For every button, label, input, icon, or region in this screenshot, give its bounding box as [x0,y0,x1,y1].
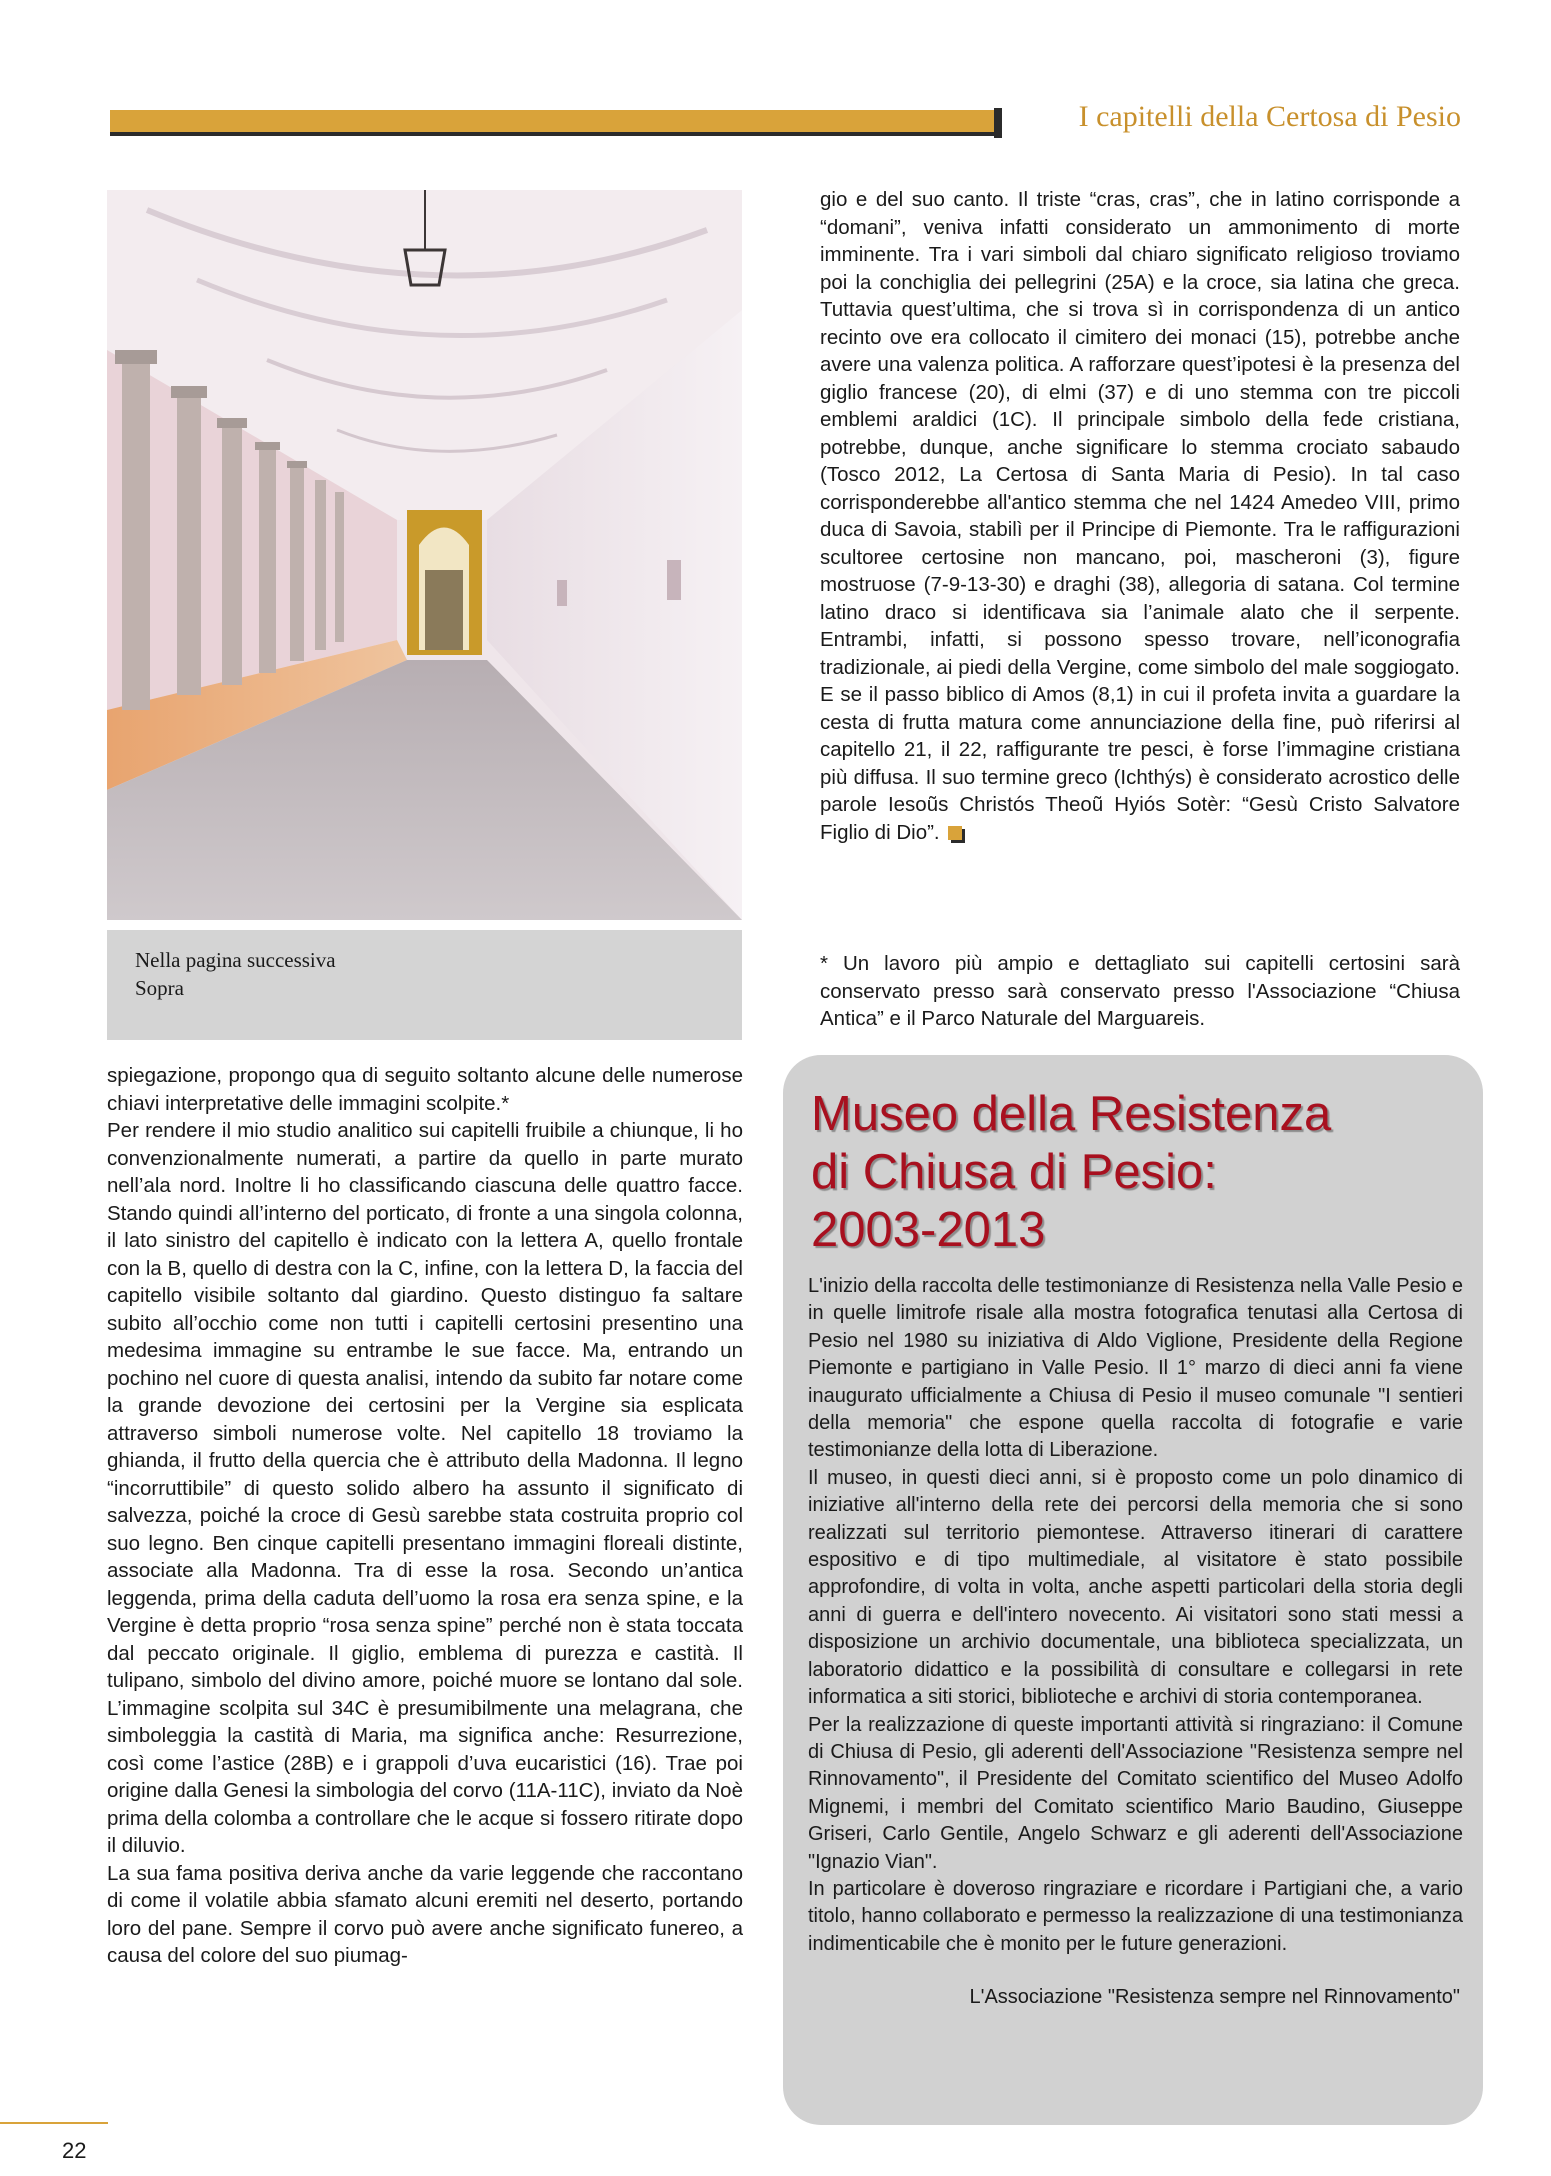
page-number: 22 [62,2138,87,2163]
header-rule-end [994,108,1002,138]
photo-caption-box [107,930,742,1040]
article-end-mark-icon [948,826,962,840]
museum-title [811,1085,1451,1259]
left-paragraph: spiegazione, propongo qua di seguito soltanto alcune delle numerose chiavi interpretative delle immagini scolpite.* [107,1064,743,1115]
cloister-photo [107,190,742,920]
footnote: * Un lavoro più ampio e dettagliato sui capitelli certosini sarà conservato presso sarà conservato presso l'Associazione “Chiusa Antica” e il Parco Naturale del Marguareis. [820,952,1460,1030]
left-column-text [107,1062,743,1970]
museum-title-line: di Chiusa di Pesio: [811,1145,1217,1199]
museum-body [808,1273,1463,1958]
caption-line-1: Nella pagina successiva [135,948,336,972]
museum-paragraph: In particolare è doveroso ringraziare e ricordare i Partigiani che, a vario titolo, hanno collaborato e permesso la realizzazione di una testimonianza indimenticabile che è monito per le future generazioni. [808,1877,1463,1955]
museum-paragraph: Per la realizzazione di queste importanti attività si ringraziano: il Comune di Chiusa di Pesio, gli aderenti dell'Associazione "Resistenza sempre nel Rinnovamento", il Presidente del Comitato scientifico del Museo Adolfo Mignemi, i membri del Comitato scientifico Mario Baudino, Giuseppe Griseri, Carlo Gentile, Angelo Schwarz e gli aderenti dell'Associazione "Ignazio Vian". [808,1713,1463,1873]
museum-title-line: 2003-2013 [811,1203,1046,1257]
museum-sidebar-box [783,1055,1483,2125]
right-column-text [820,186,1460,846]
left-paragraph: Per rendere il mio studio analitico sui capitelli fruibile a chiunque, li ho convenzionalmente numerati, a partire da quello in parte murato nell’ala nord. Inoltre li ho classificando ciascuna delle quattro facce. Stando quindi all’interno del porticato, di fronte a una singola colonna, il lato sinistro del capitello è indicato con la lettera A, quello frontale con la B, quello di destra con la C, infine, con la lettera D, la faccia del capitello visibile soltanto dal giardino. Questo distinguo fa saltare subito all’occhio come non tutti i capitelli certosini presentino una medesima immagine su entrambe le sue facce. Ma, entrando un pochino nel cuore di questa analisi, intendo da subito far notare come la grande devozione dei certosini per la Vergine sia esplicata attraverso simboli numerose volte. Nel capitello 18 troviamo la ghianda, il frutto della quercia che è attributo della Madonna. Il legno “incorruttibile” di questo solido albero ha assunto il significato di salvezza, poiché la croce di Gesù sarebbe stata costruita proprio col suo legno. Ben cinque capitelli presentano immagini floreali distinte, associate alla Madonna. Tra di esse la rosa. Secondo un’antica leggenda, prima della caduta dell’uomo la rosa era senza spine, e la Vergine è detta proprio “rosa senza spine” perché non è stata toccata dal peccato originale. Il giglio, emblema di purezza e castità. Il tulipano, simbolo del divino amore, poiché muore se lontano dal sole. L’immagine scolpita sul 34C è presumibilmente una melagrana, che simboleggia la castità di Maria, ma significa anche: Resurrezione, così come l’astice (28B) e i grappoli d’uva eucaristici (16). Trae poi origine dalla Genesi la simbologia del corvo (11A-11C), inviato da Noè prima della colomba a controllare che le acque si fossero ritirate dopo il diluvio. [107,1119,743,1857]
museum-title-line: Museo della Resistenza [811,1087,1332,1141]
right-paragraph: gio e del suo canto. Il triste “cras, cras”, che in latino corrisponde a “domani”, veniva infatti considerato un ammonimento di morte imminente. Tra i vari simboli dal chiaro significato religioso troviamo poi la conchiglia dei pellegrini (25A) e la croce, sia latina che greca. Tuttavia quest’ultima, che si trova sì in corrispondenza di un antico recinto ove era collocato il cimitero dei monaci (15), potrebbe anche avere una valenza politica. A rafforzare quest’ipotesi è la presenza del giglio francese (20), di elmi (37) e di uno stemma con tre piccoli emblemi araldici (1C). Il principale simbolo della fede cristiana, potrebbe, dunque, anche significare lo stemma crociato sabaudo (Tosco 2012, La Certosa di Santa Maria di Pesio). In tal caso corrisponderebbe all'antico stemma che nel 1424 Amedeo VIII, primo duca di Savoia, stabilì per il Principe di Piemonte. Tra le raffigurazioni scultoree certosine non mancano, poi, mascheroni (3), figure mostruose (7-9-13-30) e draghi (38), allegoria di satana. Col termine latino draco si identificava sia l’animale alato che il serpente. Entrambi, infatti, si possono spesso trovare, nell’iconografia tradizionale, ai piedi della Vergine, come simbolo del male soggiogato. E se il passo biblico di Amos (8,1) in cui il profeta invita a guardare la cesta di frutta matura come annunciazione della fine, può riferirsi al capitello 21, il 22, raffigurante tre pesci, è forse l’immagine cristiana più diffusa. Il suo termine greco (Ichthýs) è considerato acrostico delle parole Iesoũs Christós Theoũ Hyiós Sotèr: “Gesù Cristo Salvatore Figlio di Dio”. [820,188,1460,844]
footer-rule [0,2122,108,2124]
museum-signature: L'Associazione "Resistenza sempre nel Rinnovamento" [969,1986,1460,2008]
left-paragraph: La sua fama positiva deriva anche da varie leggende che raccontano di come il volatile abbia sfamato alcuni eremiti nel deserto, portando loro del pane. Sempre il corvo può avere anche significato funereo, a causa del colore del suo piumag- [107,1861,743,1967]
caption-line-2: Sopra [135,976,184,1000]
museum-paragraph: Il museo, in questi dieci anni, si è proposto come un polo dinamico di iniziative all'interno della rete dei percorsi della memoria che si sono realizzati sul territorio piemontese. Attraverso itinerari di carattere espositivo e di tipo multimediale, al visitatore è stato possibile approfondire, di volta in volta, anche aspetti particolari della storia degli anni di guerra e dell'intero novecento. Ai visitatori sono stati messi a disposizione un archivio documentale, una biblioteca specializzata, un laboratorio didattico e la possibilità di consultare e collegarsi in rete informatica a siti storici, biblioteche e archivi di storia contemporanea. [808,1466,1463,1709]
museum-paragraph: L'inizio della raccolta delle testimonianze di Resistenza nella Valle Pesio e in quelle limitrofe risale alla mostra fotografica tenutasi alla Certosa di Pesio nel 1980 su iniziativa di Aldo Viglione, Presidente della Regione Piemonte e partigiano in Valle Pesio. Il 1° marzo di dieci anni fa viene inaugurato ufficialmente a Chiusa di Pesio il museo comunale "I sentieri della memoria" che espone quella raccolta di fotografie e varie testimonianze della lotta di Liberazione. [808,1275,1463,1462]
header-rule [110,110,1000,132]
running-header-title: I capitelli della Certosa di Pesio [1078,100,1461,133]
